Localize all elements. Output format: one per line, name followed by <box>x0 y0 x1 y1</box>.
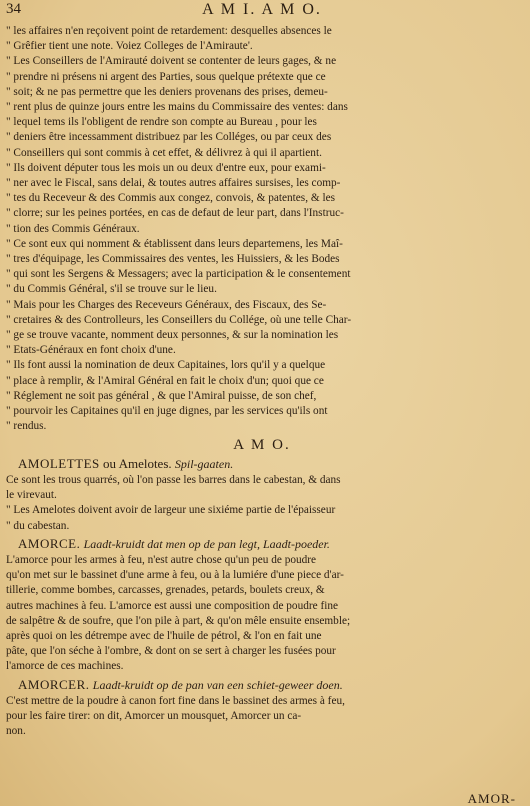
text-line: " qui sont les Sergens & Messagers; avec la participation & le consentement <box>6 268 351 281</box>
running-title: A M I. A M O. <box>202 1 322 18</box>
text-line: pour les faire tirer: on dit, Amorcer un mousquet, Amorcer un ca- <box>6 709 302 722</box>
headword: AMOLETTES <box>18 455 100 471</box>
headword-connector: ou Amelotes. <box>99 455 175 471</box>
dutch-translation: Spil-gaaten. <box>174 456 234 471</box>
text-line: " pourvoir les Capitaines qu'il en juge dignes, par les services qu'ils ont <box>6 405 328 418</box>
dutch-translation: Laadt-kruidt dat men op de pan legt, Laadt-poeder. <box>83 536 330 551</box>
text-line: " rendus. <box>6 420 47 433</box>
text-line: " tes du Receveur & des Commis aux congez, convois, & patentes, & les <box>6 192 336 205</box>
text-line: " du Commis Général, s'il se trouve sur le lieu. <box>6 283 217 296</box>
text-line: tillerie, comme bombes, carcasses, grenades, petards, boulets creux, & <box>6 584 325 597</box>
text-line: non. <box>6 725 26 738</box>
text-line: " du cabestan. <box>6 519 70 532</box>
text-line: " deniers être incessamment distribuez par les Colléges, ou par ceux des <box>6 131 332 144</box>
page-header <box>6 1 518 24</box>
entry-heading <box>18 677 518 693</box>
text-line: " tres d'équipage, les Commissaires des ventes, les Huissiers, & les Bodes <box>6 253 340 266</box>
text-line: autres machines à feu. L'amorce est aussi une composition de poudre fine <box>6 599 339 612</box>
text-line: après quoi on les détrempe avec de l'huile de pétrol, & l'on en fait une <box>6 629 322 642</box>
headword: AMORCE. <box>18 535 81 551</box>
dutch-translation: Laadt-kruidt op de pan van een schiet-geweer doen. <box>92 677 343 692</box>
text-line: " Mais pour les Charges des Receveurs Généraux, des Fiscaux, des Se- <box>6 298 327 311</box>
text-line: pâte, que l'on séche à l'ombre, & dont on se sert à charger les fusées pour <box>6 645 336 658</box>
text-line: C'est mettre de la poudre à canon fort fine dans le bassinet des armes à feu, <box>6 694 345 707</box>
text-line: " cretaires & des Controlleurs, les Conseillers du Collége, où une telle Char- <box>6 313 352 326</box>
entry-heading <box>18 536 518 552</box>
text-line: " Ils font aussi la nomination de deux Capitaines, lors qu'il y a quelque <box>6 359 326 372</box>
text-line: " tion des Commis Généraux. <box>6 222 140 235</box>
amiraute-text <box>6 24 518 434</box>
text-line: de salpêtre & de soufre, que l'on pile à part, & qu'on mêle ensuite ensemble; <box>6 614 351 627</box>
entry-amorce <box>6 536 518 675</box>
text-line: " les affaires n'en reçoivent point de retardement: desquelles absences le <box>6 25 332 37</box>
page-number: 34 <box>6 1 21 17</box>
text-line: L'amorce pour les armes à feu, n'est autre chose qu'un peu de poudre <box>6 553 317 566</box>
text-line: " place à remplir, & l'Amiral Général en fait le choix d'un; quoi que ce <box>6 374 324 387</box>
text-line: qu'on met sur le bassinet d'une arme à feu, ou à la lumiére d'une piece d'ar- <box>6 569 344 582</box>
headword: AMORCER. <box>18 676 90 692</box>
text-line: " Etats-Généraux en font choix d'une. <box>6 344 176 357</box>
text-line: " Les Amelotes doivent avoir de largeur une sixiéme partie de l'épaisseur <box>6 504 336 517</box>
text-line: le virevaut. <box>6 489 57 502</box>
text-line: " Ils doivent députer tous les mois un ou deux d'entre eux, pour exami- <box>6 161 326 174</box>
text-line: " ner avec le Fiscal, sans delai, & toutes autres affaires sursises, les comp- <box>6 177 341 190</box>
section-heading-amo: A M O. <box>233 437 291 454</box>
catchword: AMOR- <box>467 790 516 806</box>
entry-heading <box>18 456 518 472</box>
text-line: " lequel tems ils l'obligent de rendre son compte au Bureau , pour les <box>6 116 317 129</box>
text-line: " Conseillers qui sont commis à cet effet, & délivrez à qui il apartient. <box>6 146 322 159</box>
text-line: " ge se trouve vacante, nomment deux personnes, & sur la nomination les <box>6 329 339 342</box>
text-line: " rent plus de quinze jours entre les mains du Commissaire des ventes: dans <box>6 101 348 114</box>
text-line: l'amorce de ces machines. <box>6 660 124 673</box>
text-line: Ce sont les trous quarrés, où l'on passe les barres dans le cabestan, & dans <box>6 473 341 486</box>
entry-amorcer <box>6 677 518 740</box>
text-line: " Les Conseillers de l'Amirauté doivent se contenter de leurs gages, & ne <box>6 55 337 68</box>
text-line: " soit; & ne pas permettre que les deniers provenans des prises, demeu- <box>6 85 328 98</box>
entry-amolettes <box>6 456 518 534</box>
text-line: " Réglement ne soit pas général , & que l'Amiral puisse, de son chef, <box>6 389 317 402</box>
text-line: " prendre ni présens ni argent des Parties, sous quelque prétexte que ce <box>6 70 326 83</box>
text-line: " Grêfier tient une note. Voiez Colleges de l'Amiraute'. <box>6 40 253 53</box>
text-line: " Ce sont eux qui nomment & établissent dans leurs departemens, les Maî- <box>6 237 343 250</box>
text-line: " clorre; sur les peines portées, en cas de defaut de leur part, dans l'Instruc- <box>6 207 344 220</box>
